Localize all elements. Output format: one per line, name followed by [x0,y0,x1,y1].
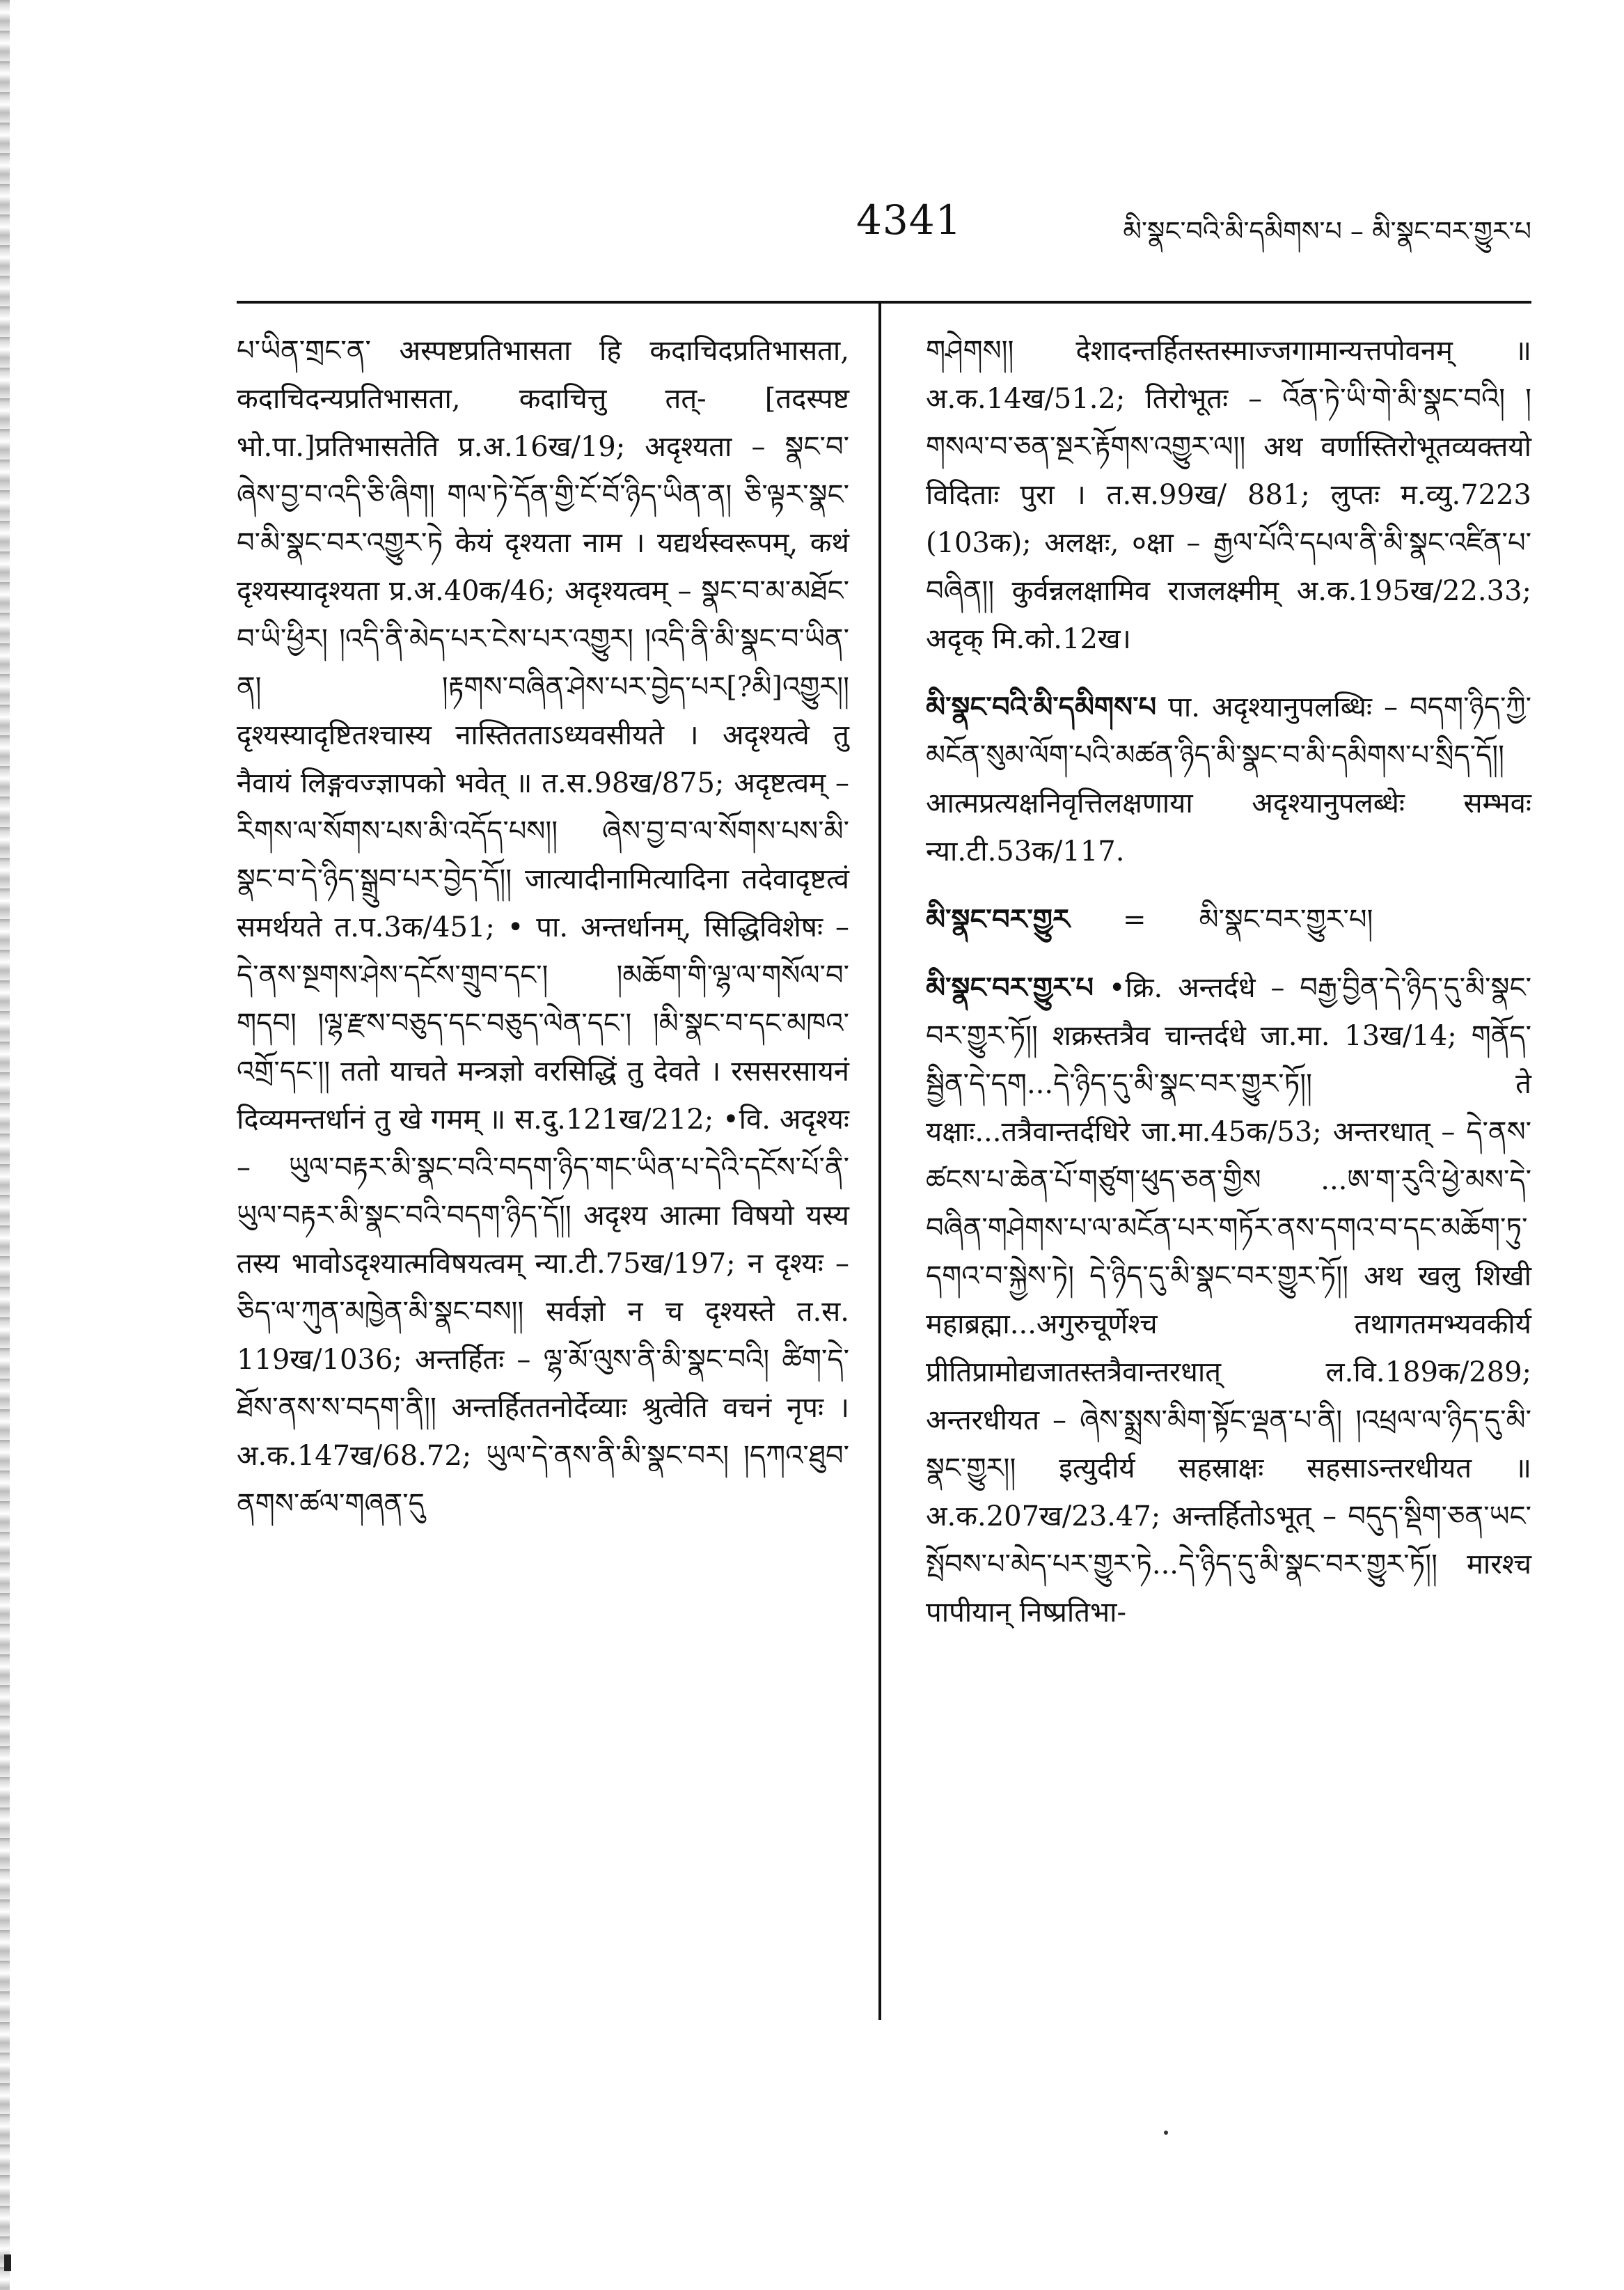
left-column-text: པ་ཡིན་གྲང་ན་ अस्पष्टप्रतिभासता हि कदाचिदप्रतिभासता, कदाचिदन्यप्रतिभासता, कदाचित्तु तत्- [तदस्पष्ट भो.पा.]प्रतिभासतेति प्र.अ.16ख/19; अदृश्यता – སྣང་བ་ཞེས་བྱ་བ་འདི་ཅི་ཞིག། གལ་ཏེ་དོན་གྱི་ངོ་བོ་ཉིད་ཡིན་ན། ཅི་ལྟར་སྣང་བ་མི་སྣང་བར་འགྱུར་ཏེ केयं दृश्यता नाम । यद्यर्थस्वरूपम्, कथं दृश्यस्यादृश्यता प्र.अ.40क/46; अदृश्यत्वम् – སྣང་བ་མ་མཐོང་བ་ཡི་ཕྱིར། །འདི་ནི་མེད་པར་ངེས་པར་འགྱུར། །འདི་ནི་མི་སྣང་བ་ཡིན་ན། །རྟགས་བཞིན་ཤེས་པར་བྱེད་པར[?མི]འགྱུར།། दृश्यस्यादृष्टितश्चास्य नास्तितताऽध्यवसीयते । अदृश्यत्वे तु नैवायं लिङ्गवज्ज्ञापको भवेत् ॥ त.स.98ख/875; अदृष्टत्वम् – རིགས་ལ་སོགས་པས་མི་འདོད་པས།། ཞེས་བྱ་བ་ལ་སོགས་པས་མི་སྣང་བ་དེ་ཉིད་སྒྲུབ་པར་བྱེད་དོ།། जात्यादीनामित्यादिना तदेवादृष्टत्वं समर्थयते त.प.3क/451; • पा. अन्तर्धानम्, सिद्धिविशेषः – དེ་ནས་སྔགས་ཤེས་དངོས་གྲུབ་དང་། །མཆོག་གི་ལྷ་ལ་གསོལ་བ་གདབ། །ལྷ་རྫས་བཅུད་དང་བཅུད་ལེན་དང་། །མི་སྣང་བ་དང་མཁའ་འགྲོ་དང་།། ततो याचते मन्त्रज्ञो वरसिद्धिं तु देवते । रससरसायनं दिव्यमन्तर्धानं तु खे गमम् ॥ स.दु.121ख/212; •वि. अदृश्यः – ཡུལ་བརྟར་མི་སྣང་བའི་བདག་ཉིད་གང་ཡིན་པ་དེའི་དངོས་པོ་ནི་ཡུལ་བརྟར་མི་སྣང་བའི་བདག་ཉིད་དོ།། अदृश्य आत्मा विषयो यस्य तस्य भावोऽदृश्यात्मविषयत्वम् न्या.टी.75ख/197; न दृश्यः – ཅིད་ལ་ཀུན་མཁྱེན་མི་སྣང་བས།། सर्वज्ञो न च दृश्यस्ते त.स. 119ख/1036; अन्तर्हितः – ལྷ་མོ་ལུས་ནི་མི་སྣང་བའི། ཚིག་དེ་ཐོས་ནས་ས་བདག་ནི།། अन्तर्हिततनोर्देव्याः श्रुत्वेति वचनं नृपः । अ.क.147ख/68.72; ཡུལ་དེ་ནས་ནི་མི་སྣང་བར། །དཀའ་ཐུབ་ནགས་ཚལ་གཞན་དུ [237,335,849,1520]
scan-edge [0,0,10,2290]
right-column [926,327,1531,1645]
entry-body: •क्रि. अन्तर्दधे – བརྒྱ་བྱིན་དེ་ཉིད་དུ་མི་སྣང་བར་གྱུར་ཏོ།། शक्रस्तत्रैव चान्तर्दधे जा.मा. 13ख/14; གནོད་སྦྱིན་དེ་དག...དེ་ཉིད་དུ་མི་སྣང་བར་གྱུར་ཏོ།། ते यक्षाः...तत्रैवान्तर्दधिरे जा.मा.45क/53; अन्तरधात् – དེ་ནས་ཚངས་པ་ཆེན་པོ་གཙུག་ཕུད་ཅན་གྱིས ...ཨ་ག་རུའི་ཕྱེ་མས་དེ་བཞིན་གཤེགས་པ་ལ་མངོན་པར་གཏོར་ནས་དགའ་བ་དང་མཆོག་ཏུ་དགའ་བ་སྐྱེས་ཏེ། དེ་ཉིད་དུ་མི་སྣང་བར་གྱུར་ཏོ།། अथ खलु शिखी महाब्रह्मा...अगुरुचूर्णेश्च तथागतमभ्यवकीर्य प्रीतिप्रामोद्यजातस्तत्रैवान्तरधात् ल.वि.189क/289; अन्तरधीयत – ཞེས་སྨྲས་མིག་སྟོང་ལྡན་པ་ནི། །འཕྲལ་ལ་ཉིད་དུ་མི་སྣང་གྱུར།། इत्युदीर्य सहस्राक्षः सहसाऽन्तरधीयत ॥ अ.क.207ख/23.47; अन्तर्हितोऽभूत् – བདུད་སྡིག་ཅན་ཡང་སྤོབས་པ་མེད་པར་གྱུར་ཏེ...དེ་ཉིད་དུ་མི་སྣང་བར་གྱུར་ཏོ།། मारश्च पापीयान् निष्प्रतिभा- [926,972,1531,1629]
header-rule [237,301,1531,304]
scan-speck [1164,2131,1168,2135]
entry-headword: མི་སྣང་བའི་མི་དམིགས་པ [926,691,1157,723]
entry-body: पा. अदृश्यानुपलब्धिः – བདག་ཉིད་ཀྱི་མངོན་སུམ་ལོག་པའི་མཚན་ཉིད་མི་སྣང་བ་མི་དམིགས་པ་སྲིད་དོ།། आत्मप्रत्यक्षनिवृत्तिलक्षणाया अदृश्यानुपलब्धेः सम्भवः न्या.टी.53क/117. [926,691,1531,868]
page-number: 4341 [856,196,962,244]
dictionary-entry [926,683,1531,876]
left-column [237,327,849,1537]
entry-headword: མི་སྣང་བར་གྱུར་པ [926,971,1094,1004]
dictionary-entry [926,964,1531,1637]
column-divider [878,304,881,2020]
dictionary-entry [926,895,1531,944]
scan-mark [4,2254,11,2271]
continuation-text: གཤེགས།། देशादन्तर्हितस्तस्माज्जगामान्यत्तपोवनम् ॥ अ.क.14ख/51.2; तिरोभूतः – འོན་ཏེ་ཡི་གེ་མི་སྣང་བའི། །གསལ་བ་ཅན་སྔར་རྟོགས་འགྱུར་ལ།། अथ वर्णास्तिरोभूतव्यक्तयो विदिताः पुरा । त.स.99ख/ 881; लुप्तः म.व्यु.7223 (103क); अलक्षः, ०क्षा – རྒྱལ་པོའི་དཔལ་ནི་མི་སྣང་འཛིན་པ་བཞིན།། कुर्वन्नलक्षामिव राजलक्ष्मीम् अ.क.195ख/22.33; अदृक् मि.को.12ख। [926,335,1531,655]
equals-sign: = [1122,904,1146,936]
entry-headword: མི་སྣང་བར་གྱུར [926,903,1070,936]
running-head: མི་སྣང་བའི་མི་དམིགས་པ – མི་སྣང་བར་གྱུར་པ [1123,216,1531,246]
entry-body: མི་སྣང་བར་གྱུར་པ། [1199,904,1373,936]
